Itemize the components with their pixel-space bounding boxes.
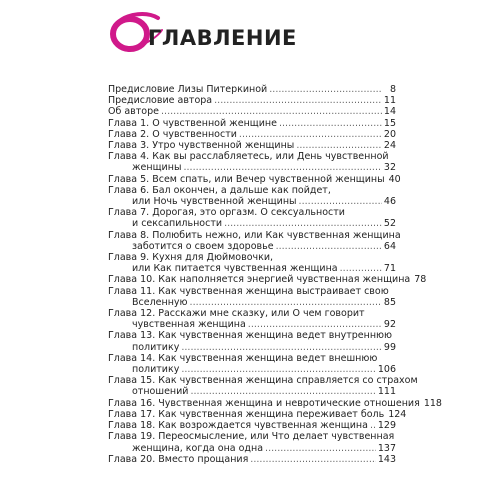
- toc-page-number: 78: [414, 274, 427, 286]
- toc-entry-title: чувственная женщина: [132, 319, 246, 331]
- toc-entry[interactable]: [108, 84, 396, 95]
- toc-entry-title: Предисловие автора: [108, 95, 213, 107]
- toc-entry-title: Глава 11. Как чувственная женщина выстраивает свою: [108, 285, 389, 297]
- heading-text: ГЛАВЛЕНИЕ: [148, 26, 297, 50]
- toc-entry-title: Глава 13. Как чувственная женщина ведет внутреннюю: [108, 330, 393, 342]
- toc-entry-title: Глава 4. Как вы расслабляетесь, или День чувственной: [108, 151, 389, 163]
- toc-entry[interactable]: [108, 185, 396, 207]
- toc-page-number: 137: [377, 442, 396, 454]
- toc-entry-title: Глава 20. Вместо прощания: [108, 453, 249, 465]
- toc-entry-title: Предисловие Лизы Питеркиной: [108, 84, 268, 95]
- toc-entry[interactable]: [108, 420, 396, 431]
- toc-entry-title: Вселенную: [132, 296, 188, 308]
- dot-leader: [265, 443, 376, 454]
- toc-page-number: 85: [383, 296, 396, 308]
- toc-entry-title: Глава 7. Дорогая, это оргазм. О сексуальности: [108, 207, 345, 219]
- toc-page-number: 64: [383, 240, 396, 252]
- toc-entry[interactable]: [108, 397, 442, 409]
- toc-page-number: 14: [383, 106, 396, 118]
- toc-entry[interactable]: [108, 252, 396, 274]
- toc-page-number: 52: [383, 218, 396, 230]
- dot-leader: [340, 263, 382, 274]
- toc-entry-title: женщина, когда она одна: [132, 442, 264, 454]
- toc-entry-title: или Ночь чувственной женщины: [132, 196, 297, 208]
- dot-leader: [276, 241, 382, 252]
- toc-entry-title: Глава 18. Как возрождается чувственная женщина: [108, 420, 368, 432]
- toc-entry[interactable]: [108, 140, 396, 151]
- toc-page-number: 46: [383, 196, 396, 208]
- dot-leader: [181, 342, 382, 353]
- dot-leader: [181, 364, 376, 375]
- toc-entry[interactable]: [108, 207, 396, 229]
- toc-entry[interactable]: [108, 408, 407, 420]
- toc-page-number: 92: [383, 319, 396, 331]
- toc-page-number: 32: [383, 162, 396, 174]
- toc-entry-title: Глава 15. Как чувственная женщина справляется со страхом: [108, 375, 418, 387]
- dot-leader: [183, 162, 381, 173]
- toc-page-number: 11: [383, 95, 396, 107]
- toc-entry-title: Глава 6. Бал окончен, а дальше как пойдет,: [108, 184, 331, 196]
- toc-entry[interactable]: [108, 330, 396, 352]
- toc-entry-title: Глава 3. Утро чувственной женщины: [108, 140, 295, 152]
- toc-entry-title: Глава 12. Расскажи мне сказку, или О чем говорит: [108, 308, 365, 320]
- toc-entry-title: Глава 14. Как чувственная женщина ведет внешнюю: [108, 352, 378, 364]
- toc-page-number: 20: [383, 128, 396, 140]
- toc-entry-title: Глава 9. Кухня для Дюймовочки,: [108, 252, 274, 264]
- dot-leader: [299, 196, 382, 207]
- toc-page-number: 143: [377, 453, 396, 465]
- dot-leader: [370, 420, 376, 431]
- toc-entry[interactable]: [108, 454, 396, 465]
- toc-entry-title: политику: [132, 364, 180, 376]
- toc-entry[interactable]: [108, 308, 396, 330]
- dot-leader: [190, 386, 375, 397]
- toc-entry[interactable]: [108, 106, 396, 117]
- dot-leader: [224, 218, 382, 229]
- toc-page-number: 8: [389, 84, 396, 95]
- dot-leader: [161, 106, 382, 117]
- toc-entry[interactable]: [108, 151, 396, 173]
- toc-page-number: 118: [423, 397, 442, 409]
- toc-page-number: 15: [383, 117, 396, 129]
- toc-entry[interactable]: [108, 129, 396, 140]
- toc-entry-title: заботится о своем здоровье: [132, 240, 274, 252]
- toc-entry[interactable]: [108, 286, 396, 308]
- toc-page-number: 24: [383, 140, 396, 152]
- toc-page-number: 99: [383, 341, 396, 353]
- toc-entry[interactable]: [108, 375, 418, 398]
- dot-leader: [239, 129, 382, 140]
- toc-entry[interactable]: [108, 95, 396, 106]
- toc-entry[interactable]: [108, 353, 396, 375]
- toc-entry-title: Глава 1. О чувственной женщине: [108, 117, 277, 129]
- toc-entry[interactable]: [108, 274, 427, 286]
- toc-entry-title: Глава 2. О чувственности: [108, 128, 237, 140]
- toc-entry[interactable]: [108, 431, 396, 453]
- dot-leader: [248, 319, 382, 330]
- toc-entry-title: Глава 8. Полюбить нежно, или Как чувственная женщина: [108, 229, 401, 241]
- toc-entry-title: Об авторе: [108, 106, 159, 118]
- toc-entry[interactable]: [108, 118, 396, 129]
- toc-page-number: 106: [377, 364, 396, 376]
- toc-heading: [108, 10, 408, 54]
- table-of-contents: [108, 84, 442, 465]
- dot-leader: [214, 95, 382, 106]
- toc-entry-title: Глава 5. Всем спать, или Вечер чувственной женщины: [108, 173, 385, 185]
- toc-entry[interactable]: [108, 229, 401, 252]
- toc-page-number: 124: [388, 408, 407, 420]
- toc-entry-title: отношений: [132, 386, 189, 398]
- toc-page-number: 129: [377, 420, 396, 432]
- toc-entry-title: женщины: [132, 162, 182, 174]
- toc-entry[interactable]: [108, 173, 401, 185]
- toc-entry-title: Глава 16. Чувственная женщина и невротические отношения: [108, 397, 420, 409]
- toc-page-number: 111: [377, 386, 396, 398]
- toc-entry-title: и сексапильности: [132, 218, 223, 230]
- dot-leader: [296, 140, 382, 151]
- toc-page-number: 40: [388, 173, 401, 185]
- toc-entry-title: Глава 17. Как чувственная женщина переживает боль: [108, 408, 385, 420]
- dot-leader: [190, 297, 382, 308]
- toc-page-number: 71: [383, 263, 396, 275]
- toc-entry-title: Глава 19. Переосмысление, или Что делает чувственная: [108, 431, 395, 443]
- toc-entry-title: или Как питается чувственная женщина: [132, 263, 338, 275]
- dot-leader: [250, 454, 376, 465]
- toc-entry-title: политику: [132, 341, 180, 353]
- toc-entry-title: Глава 10. Как наполняется энергией чувственная женщина: [108, 274, 411, 286]
- dot-leader: [279, 118, 382, 129]
- dot-leader: [269, 84, 382, 95]
